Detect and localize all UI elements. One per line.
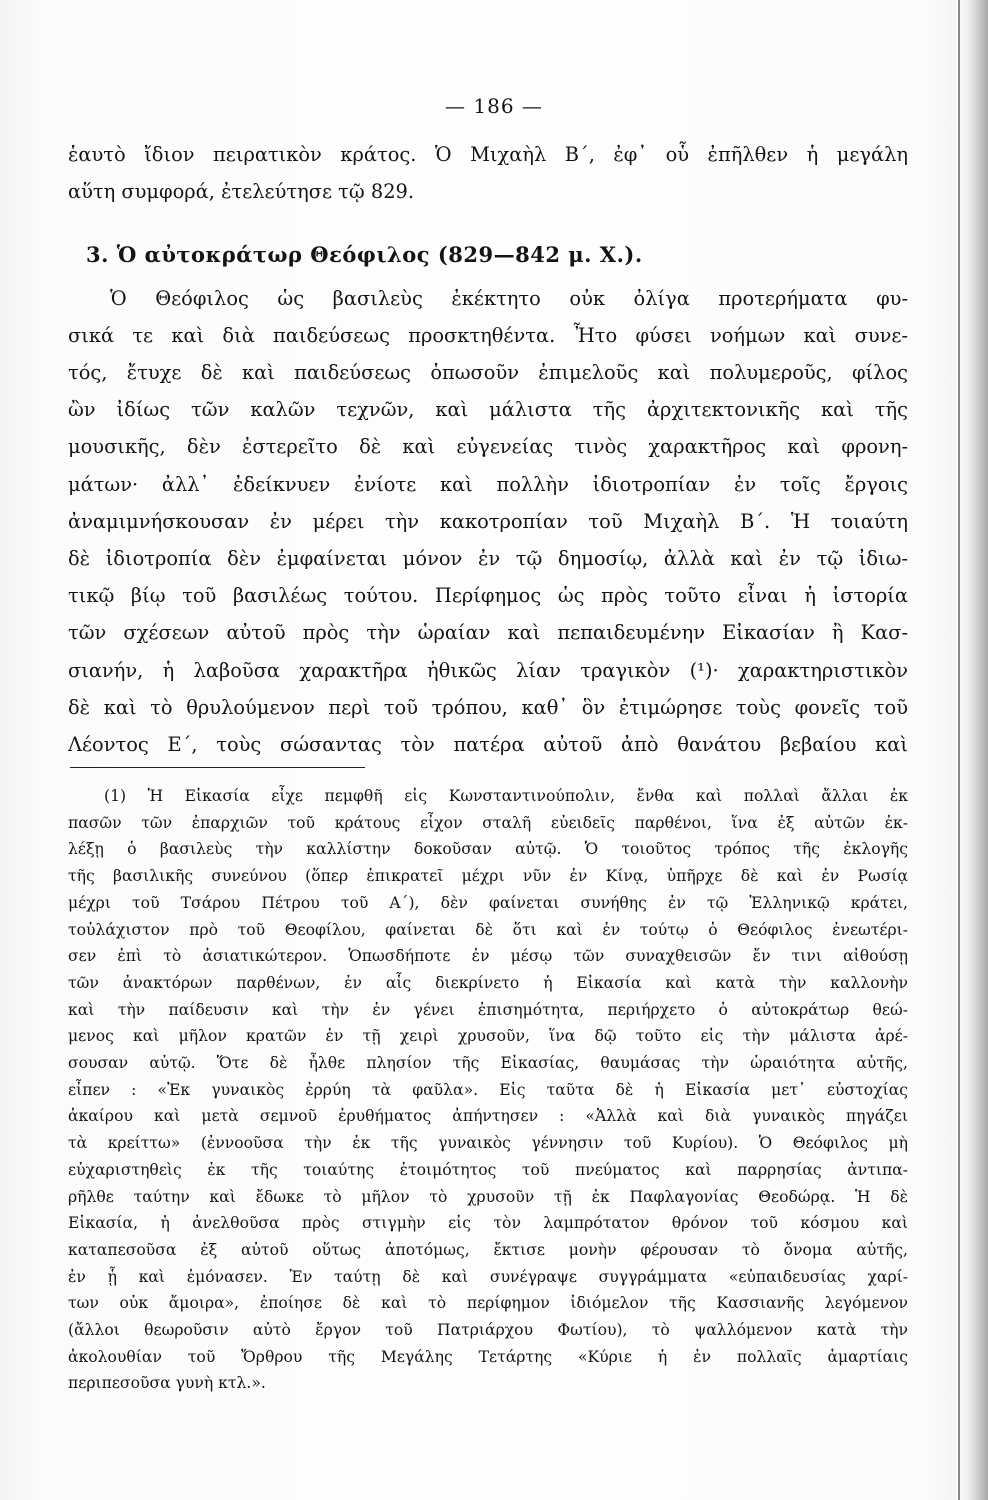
footnote-divider xyxy=(70,767,365,768)
text-line: δὲ ἰδιοτροπία δὲν ἐμφαίνεται μόνον ἐν τῷ δημοσίῳ, ἀλλὰ καὶ ἐν τῷ ἰδιω- xyxy=(68,547,908,571)
text-line: μουσικῆς, δὲν ἐστερεῖτο δὲ καὶ εὐγενείας τινὸς χαρακτῆρος καὶ φρονη- xyxy=(68,435,908,459)
text-line: δὲ καὶ τὸ θρυλούμενον περὶ τοῦ τρόπου, καθ᾽ ὃν ἐτιμώρησε τοὺς φονεῖς τοῦ xyxy=(68,695,908,719)
text-line: ὢν ἰδίως τῶν καλῶν τεχνῶν, καὶ μάλιστα τῆς ἀρχιτεκτονικῆς καὶ τῆς xyxy=(68,398,908,422)
footnote-line: ἐν ᾗ καὶ ἐμόνασεν. Ἐν ταύτῃ δὲ καὶ συνέγραψε συγγράμματα «εὐπαιδευσίας χαρί- xyxy=(68,1267,908,1286)
text-line: αὕτη συμφορά, ἐτελεύτησε τῷ 829. xyxy=(68,180,415,204)
footnote-line: (ἄλλοι θεωροῦσιν αὐτὸ ἔργον τοῦ Πατριάρχου Φωτίου), τὸ ψαλλόμενον κατὰ τὴν xyxy=(68,1321,908,1340)
text-line: μάτων· ἀλλ᾽ ἐδείκνυεν ἐνίοτε καὶ πολλὴν ἰδιοτροπίαν ἐν τοῖς ἔργοις xyxy=(68,472,908,496)
footnote-line: τῆς βασιλικῆς συνεύνου (ὅπερ ἐπικρατεῖ μέχρι νῦν ἐν Κίνᾳ, ὑπῆρχε δὲ καὶ ἐν Ρωσίᾳ xyxy=(68,867,908,886)
footnote-line: καὶ τὴν παίδευσιν καὶ τὴν ἐν γένει ἐπισημότητα, περιήρχετο ὁ αὐτοκράτωρ θεώ- xyxy=(68,1000,908,1019)
text-line: ἑαυτὸ ἴδιον πειρατικὸν κράτος. Ὁ Μιχαὴλ Β΄, ἐφ᾽ οὗ ἐπῆλθεν ἡ μεγάλη xyxy=(68,143,908,166)
footnote-line: ρῆλθε ταύτην καὶ ἔδωκε τὸ μῆλον τὸ χρυσοῦν τῇ ἐκ Παφλαγονίας Θεοδώρᾳ. Ἡ δὲ xyxy=(68,1187,908,1206)
text-line: τικῷ βίῳ τοῦ βασιλέως τούτου. Περίφημος ὡς πρὸς τοῦτο εἶναι ἡ ἱστορία xyxy=(68,584,908,608)
footnote-line: εὐχαριστηθεὶς ἐκ τῆς τοιαύτης ἑτοιμότητος τοῦ πνεύματος καὶ παρρησίας ἀντιπα- xyxy=(68,1160,908,1179)
footnote-line: μέχρι τοῦ Τσάρου Πέτρου τοῦ Α΄), δὲν φαίνεται συνήθης ἐν τῷ Ἑλληνικῷ κράτει, xyxy=(68,893,908,912)
main-text xyxy=(68,136,908,763)
footnote-line: σουσαν αὐτῷ. Ὅτε δὲ ἦλθε πλησίον τῆς Εἰκασίας, θαυμάσας τὴν ὡραιότητα αὐτῆς, xyxy=(68,1054,908,1073)
footnote-line: Εἰκασία, ἡ ἀνελθοῦσα πρὸς στιγμὴν εἰς τὸν λαμπρότατον θρόνον τοῦ κόσμου καὶ xyxy=(68,1214,908,1233)
section-heading: 3. Ὁ αὐτοκράτωρ Θεόφιλος (829—842 μ. Χ.). xyxy=(86,242,643,268)
footnote-line: τῶν ἀνακτόρων παρθένων, ἐν αἷς διεκρίνετο ἡ Εἰκασία καὶ κατὰ τὴν καλλονὴν xyxy=(68,973,908,992)
footnote-line: (1) Ἡ Εἰκασία εἶχε πεμφθῆ εἰς Κωνσταντινούπολιν, ἔνθα καὶ πολλαὶ ἄλλαι ἐκ xyxy=(104,787,908,805)
footnote-line: μενος καὶ μῆλον κρατῶν ἐν τῇ χειρὶ χρυσοῦν, ἵνα δῷ τοῦτο εἰς τὴν μάλιστα ἀρέ- xyxy=(68,1027,908,1046)
footnote xyxy=(68,783,908,1397)
footnote-line: ἀκαίρου καὶ μετὰ σεμνοῦ ἐρυθήματος ἀπήντησεν : «Ἀλλὰ καὶ διὰ γυναικὸς πηγάζει xyxy=(68,1107,908,1126)
text-line: τῶν σχέσεων αὐτοῦ πρὸς τὴν ὡραίαν καὶ πεπαιδευμένην Εἰκασίαν ἢ Κασ- xyxy=(68,621,908,645)
text-line: Ὁ Θεόφιλος ὡς βασιλεὺς ἐκέκτητο οὐκ ὀλίγα προτερήματα φυ- xyxy=(110,286,908,310)
text-line: τός, ἔτυχε δὲ καὶ παιδεύσεως ὁπωσοῦν ἐπιμελοῦς καὶ πολυμεροῦς, φίλος xyxy=(68,361,908,385)
footnote-line: των οὐκ ἄμοιρα», ἐποίησε δὲ καὶ τὸ περίφημον ἰδιόμελον τῆς Κασσιανῆς λεγόμενον xyxy=(68,1294,908,1313)
footnote-line: ἀκολουθίαν τοῦ Ὄρθρου τῆς Μεγάλης Τετάρτης «Κύριε ἡ ἐν πολλαῖς ἁμαρτίαις xyxy=(68,1347,908,1366)
text-line: σιανήν, ἡ λαβοῦσα χαρακτῆρα ἠθικῶς λίαν τραγικὸν (¹)· χαρακτηριστικὸν xyxy=(68,658,908,682)
footnote-line: πασῶν τῶν ἐπαρχιῶν τοῦ κράτους εἶχον σταλῆ εὐειδεῖς παρθένοι, ἵνα ἐξ αὐτῶν ἐκ- xyxy=(68,813,908,832)
footnote-line: τὰ κρείττω» (ἐννοοῦσα τὴν ἐκ τῆς γυναικὸς γέννησιν τοῦ Κυρίου). Ὁ Θεόφιλος μὴ xyxy=(68,1134,908,1153)
text-line: σικά τε καὶ διὰ παιδεύσεως προσκτηθέντα. Ἦτο φύσει νοήμων καὶ συνε- xyxy=(68,323,908,347)
page-edge-line xyxy=(958,0,960,1500)
text-line: Λέοντος Ε΄, τοὺς σώσαντας τὸν πατέρα αὐτοῦ ἀπὸ θανάτου βεβαίου καὶ xyxy=(68,733,908,757)
footnote-line: τοὐλάχιστον πρὸ τοῦ Θεοφίλου, φαίνεται δὲ ὅτι καὶ ἐν τούτῳ ὁ Θεόφιλος ἐνεωτέρι- xyxy=(68,920,908,939)
footnote-line: σεν ἐπὶ τὸ ἀσιατικώτερον. Ὁπωσδήποτε ἐν μέσῳ τῶν συναχθεισῶν ἔν τινι αἰθούσῃ xyxy=(68,947,908,966)
footnote-line: καταπεσοῦσα ἐξ αὐτοῦ οὕτως ἀποτόμως, ἔκτισε μονὴν φέρουσαν τὸ ὄνομα αὐτῆς, xyxy=(68,1240,908,1259)
footnote-line: εἶπεν : «Ἐκ γυναικὸς ἐρρύη τὰ φαῦλα». Εἰς ταῦτα δὲ ἡ Εἰκασία μετ᾽ εὐστοχίας xyxy=(68,1080,908,1099)
page-edge-shadow xyxy=(956,0,988,1500)
text-line: ἀναμιμνήσκουσαν ἐν μέρει τὴν κακοτροπίαν τοῦ Μιχαὴλ Β΄. Ἡ τοιαύτη xyxy=(68,509,908,533)
page-number: — 186 — xyxy=(445,94,543,118)
footnote-line: λέξῃ ὁ βασιλεὺς τὴν καλλίστην δοκοῦσαν αὐτῷ. Ὁ τοιοῦτος τρόπος τῆς ἐκλογῆς xyxy=(68,840,908,859)
footnote-line: περιπεσοῦσα γυνὴ κτλ.». xyxy=(68,1374,266,1393)
